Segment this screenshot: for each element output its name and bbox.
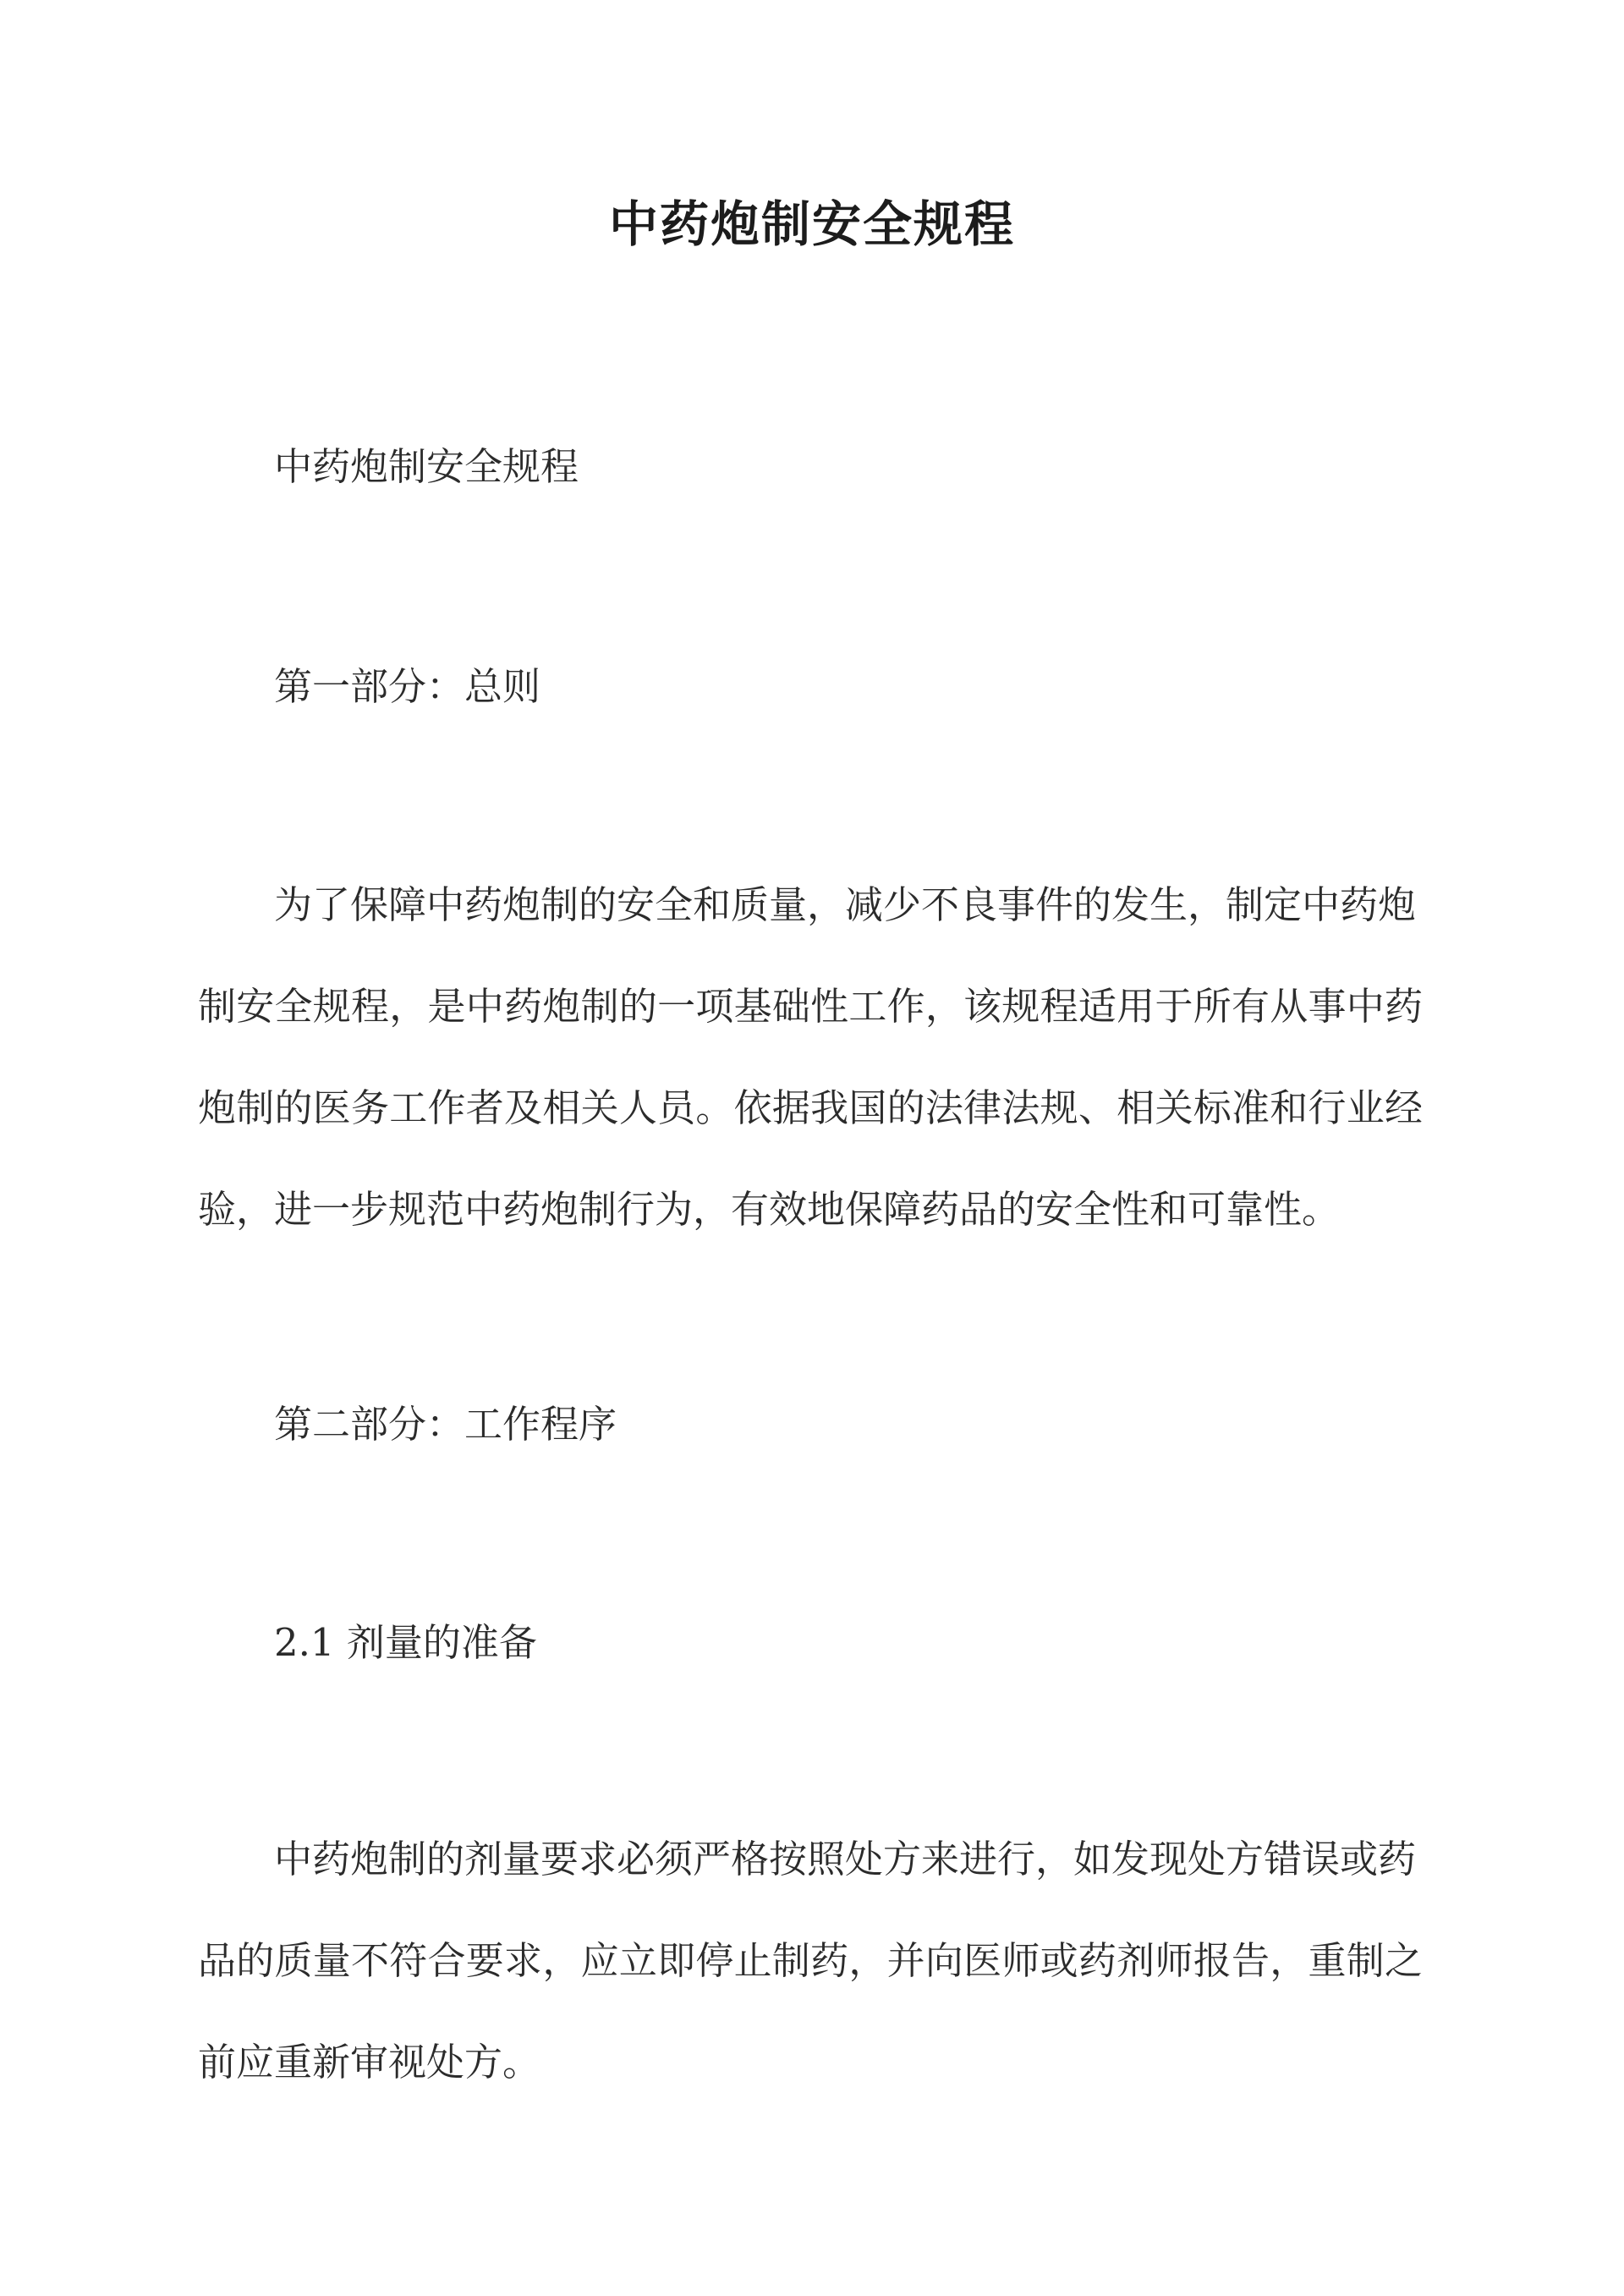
document-subtitle: 中药炮制安全规程 bbox=[274, 444, 579, 489]
paragraph-line: 炮制的医务工作者及相关人员。依据我国的法律法规、相关标准和行业经 bbox=[198, 1085, 1423, 1130]
paragraph-line: 为了保障中药炮制的安全和质量，减少不良事件的发生，制定中药炮 bbox=[274, 882, 1417, 927]
document-title: 中药炮制安全规程 bbox=[608, 195, 1015, 253]
part1-heading: 第一部分：总则 bbox=[274, 664, 541, 709]
paragraph-line: 中药炮制的剂量要求必须严格按照处方来进行，如发现处方错误或药 bbox=[274, 1837, 1417, 1881]
paragraph-line: 制安全规程，是中药炮制的一项基础性工作，该规程适用于所有从事中药 bbox=[198, 984, 1423, 1029]
part2-heading: 第二部分：工作程序 bbox=[274, 1402, 617, 1447]
section-2-1-heading: 2.1 剂量的准备 bbox=[274, 1620, 537, 1665]
paragraph-line: 验，进一步规范中药炮制行为，有效地保障药品的安全性和可靠性。 bbox=[198, 1187, 1341, 1232]
paragraph-line: 品的质量不符合要求，应立即停止制药，并向医师或药剂师报告，重制之 bbox=[198, 1938, 1423, 1983]
paragraph-line: 前应重新审视处方。 bbox=[198, 2040, 541, 2085]
